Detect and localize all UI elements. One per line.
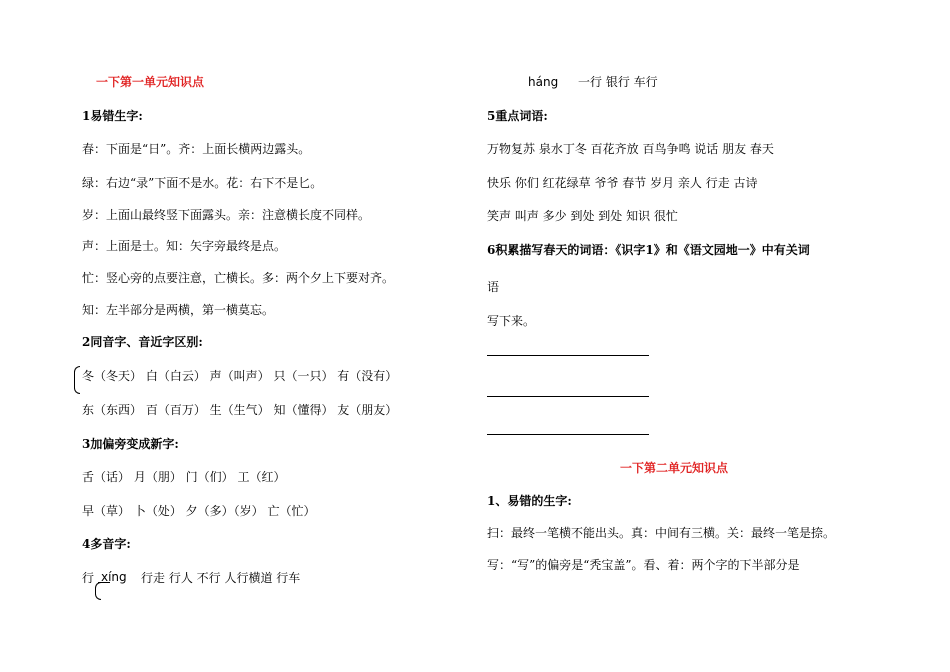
brace-mark bbox=[95, 582, 101, 600]
pinyin-xing: xíng bbox=[101, 570, 127, 584]
section6-heading-cont: 语 bbox=[487, 280, 500, 294]
xing-words: 行走 行人 不行 人行横道 行车 bbox=[141, 571, 301, 585]
section5-line: 万物复苏 泉水丁冬 百花齐放 百鸟争鸣 说话 朋友 春天 bbox=[487, 142, 774, 156]
unit2-line: 扫：最终一笔横不能出头。真：中间有三横。关：最终一笔是捺。 bbox=[487, 526, 836, 540]
brace-mark bbox=[74, 366, 80, 394]
brace-connector bbox=[98, 582, 110, 583]
section2-heading: 2同音字、音近字区别: bbox=[82, 335, 203, 349]
section5-line: 快乐 你们 红花绿草 爷爷 春节 岁月 亲人 行走 古诗 bbox=[487, 176, 758, 190]
section2-line: 冬（冬天） 白（白云） 声（叫声） 只（一只） 有（没有） bbox=[82, 369, 398, 383]
section5-heading: 5重点词语: bbox=[487, 109, 548, 123]
section3-line: 舌（话） 月（朋） 门（们） 工（红） bbox=[82, 470, 286, 484]
section1-heading: 1易错生字: bbox=[82, 109, 143, 123]
section3-heading: 3加偏旁变成新字: bbox=[82, 437, 179, 451]
pinyin-hang: háng bbox=[528, 75, 559, 89]
section3-line: 早（草） 卜（处） 夕（多）（岁） 亡（忙） bbox=[82, 504, 316, 518]
unit1-title: 一下第一单元知识点 bbox=[96, 75, 205, 89]
section1-line: 绿：右边“录”下面不是水。花：右下不是匕。 bbox=[82, 176, 323, 190]
section6-instruction: 写下来。 bbox=[487, 314, 536, 328]
unit2-title: 一下第二单元知识点 bbox=[620, 461, 729, 475]
section1-line: 声：上面是士。知：矢字旁最终是点。 bbox=[82, 239, 287, 253]
section1-line: 岁：上面山最终竖下面露头。亲：注意横长度不同样。 bbox=[82, 208, 371, 222]
answer-line bbox=[487, 355, 649, 356]
section1-line: 忙：竖心旁的点要注意，亡横长。多：两个夕上下要对齐。 bbox=[82, 271, 395, 285]
section6-heading: 6积累描写春天的词语：《识字1》和《语文园地一》中有关词 bbox=[487, 243, 810, 257]
answer-line bbox=[487, 434, 649, 435]
hang-words: 一行 银行 车行 bbox=[578, 75, 658, 89]
unit2-line: 写：“写”的偏旁是“秃宝盖”。看、着：两个字的下半部分是 bbox=[487, 558, 800, 572]
answer-line bbox=[487, 396, 649, 397]
section5-line: 笑声 叫声 多少 到处 到处 知识 很忙 bbox=[487, 209, 678, 223]
section4-heading: 4多音字: bbox=[82, 537, 131, 551]
section1-line: 春：下面是“日”。齐：上面长横两边露头。 bbox=[82, 142, 311, 156]
section1-line: 知：左半部分是两横，第一横莫忘。 bbox=[82, 303, 275, 317]
section2-line: 东（东西） 百（百万） 生（生气） 知（懂得） 友（朋友） bbox=[82, 403, 398, 417]
polyphone-char: 行 bbox=[82, 571, 95, 585]
unit2-section1-heading: 1、易错的生字: bbox=[487, 494, 572, 508]
